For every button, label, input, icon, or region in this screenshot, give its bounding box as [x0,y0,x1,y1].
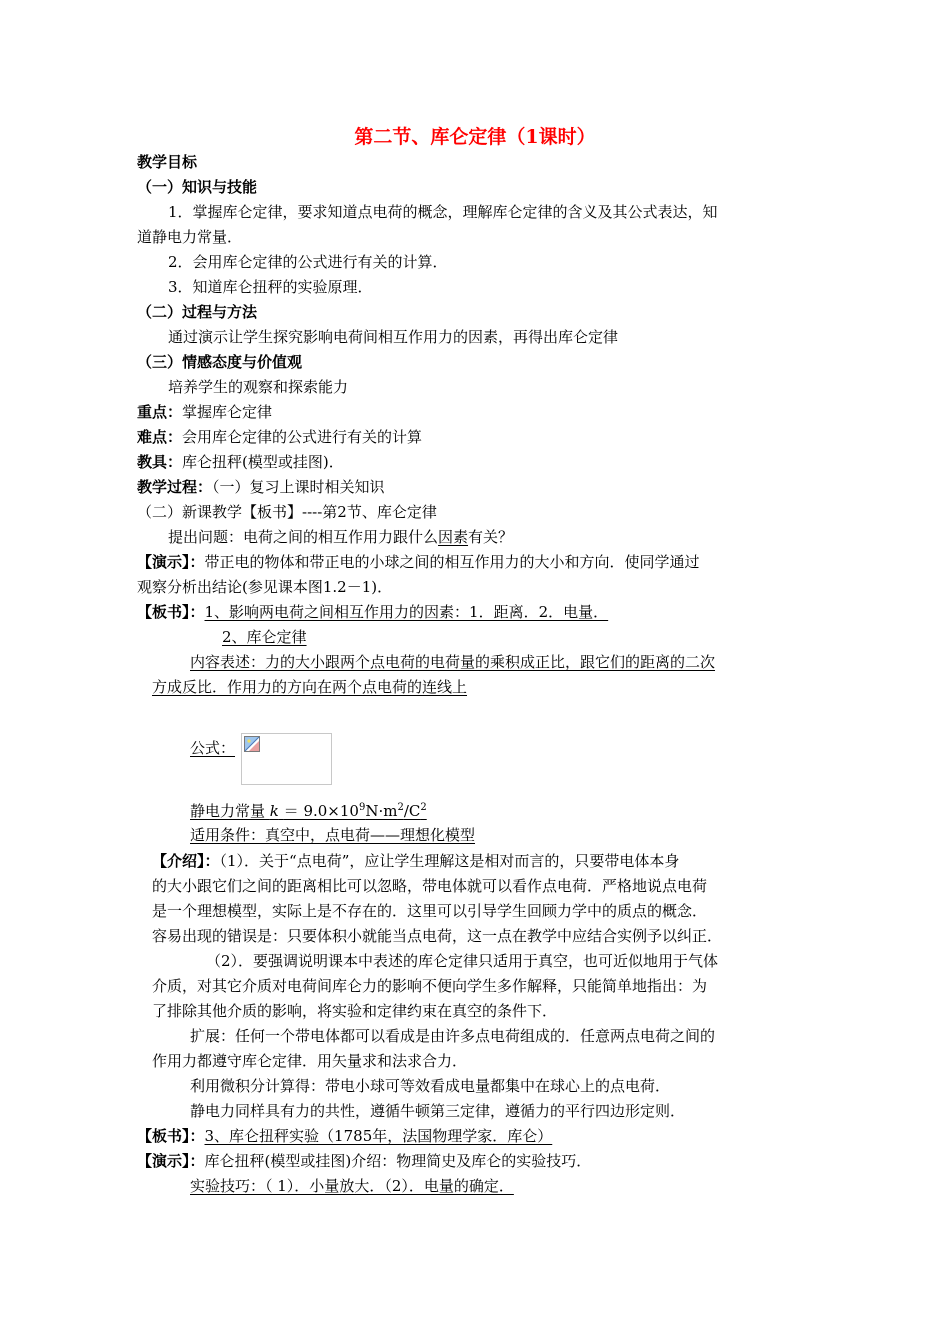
question-end: 有关？ [468,528,514,546]
tools-line [137,452,344,472]
board-subheading: 2、库仑定律 [222,628,307,646]
formula-image [241,733,332,785]
paragraph-line: 作用力都遵守库仑定律．用矢量求和法求合力． [152,1052,468,1070]
condition-line: 适用条件：真空中，点电荷——理想化模型 [190,826,476,844]
demo-text: 带正电的物体和带正电的小球之间的相互作用力的大小和方向．使同学通过 [204,553,700,571]
board-line [137,602,608,622]
intro-label: 【介绍】： [152,852,220,870]
difficulty-text: 会用库仑定律的公式进行有关的计算 [182,428,423,446]
paragraph-line: 静电力同样具有力的共性，遵循牛顿第三定律，遵循力的平行四边形定则． [190,1102,686,1120]
key-point-text: 掌握库仑定律 [182,403,273,421]
paragraph-line: 观察分析出结论(参见课本图1.2－1)． [137,578,393,596]
board-line [137,1126,552,1146]
process-line [137,477,385,497]
page-title: 第二节、库仑定律（1课时） [354,126,596,148]
formula-label: 公式： [190,739,236,757]
question-text: 提出问题：电荷之间的相互作用力跟什么 [168,528,439,546]
board-text: 3、库仑扭秤实验（1785年，法国物理学家．库仑） [204,1127,553,1145]
section-process-heading: （二）过程与方法 [137,303,258,321]
difficulty-line [137,427,422,447]
board-text: 1、影响两电荷之间相互作用力的因素：1．距离．2．电量． [204,603,609,621]
question-line [168,527,513,547]
key-point-line [137,402,272,422]
constant-line [190,801,427,821]
paragraph-line: 3．知道库仑扭秤的实验原理． [168,278,373,296]
process-label: 教学过程： [137,478,213,496]
paragraph-line: 扩展：任何一个带电体都可以看成是由许多点电荷组成的．任意两点电荷之间的 [190,1027,716,1045]
demo-label: 【演示】： [137,1152,205,1170]
key-point-label: 重点： [137,403,183,421]
demo-text: 库仑扭秤(模型或挂图)介绍：物理简史及库仑的实验技巧． [204,1152,592,1170]
paragraph-line: 1．掌握库仑定律，要求知道点电荷的概念，理解库仑定律的含义及其公式表达，知 [168,203,718,221]
board-label: 【板书】： [137,603,205,621]
exponent: 2 [397,802,404,813]
paragraph-line: 是一个理想模型，实际上是不存在的．这里可以引导学生回顾力学中的质点的概念． [152,902,708,920]
constant-value: ＝ 9.0×10 [283,802,359,820]
demo-line [137,552,700,572]
tools-label: 教具： [137,453,183,471]
content-line: 内容表述：力的大小跟两个点电荷的电荷量的乘积成正比，跟它们的距离的二次 [190,653,716,671]
demo-label: 【演示】： [137,553,205,571]
intro-text: （1）．关于“点电荷”，应让学生理解这是相对而言的，只要带电体本身 [219,852,680,870]
constant-unit: N·m [365,802,398,820]
paragraph-line: 介质，对其它介质对电荷间库仑力的影响不便向学生多作解释，只能简单地指出：为 [152,977,708,995]
paragraph-line: （2）．要强调说明课本中表述的库仑定律只适用于真空，也可近似地用于气体 [206,952,719,970]
intro-line [152,851,679,871]
paragraph-line: 培养学生的观察和探索能力 [168,378,349,396]
paragraph-line: 通过演示让学生探究影响电荷间相互作用力的因素，再得出库仑定律 [168,328,619,346]
question-underlined: 因素 [438,528,469,546]
section-knowledge-heading: （一）知识与技能 [137,178,258,196]
constant-symbol: k [269,802,279,820]
broken-image-icon [244,736,260,752]
paragraph-line: 2．会用库仑定律的公式进行有关的计算． [168,253,448,271]
exponent: 2 [420,802,427,813]
board-label: 【板书】： [137,1127,205,1145]
paragraph-line: 了排除其他介质的影响，将实验和定律约束在真空的条件下． [152,1002,558,1020]
paragraph-line: 道静电力常量． [137,228,243,246]
process-text: （一）复习上课时相关知识 [212,478,385,496]
demo-line [137,1151,591,1171]
section-attitude-heading: （三）情感态度与价值观 [137,353,303,371]
goals-heading: 教学目标 [137,153,198,171]
new-lesson-line: （二）新课教学【板书】----第2节、库仑定律 [137,503,437,521]
paragraph-line: 的大小跟它们之间的距离相比可以忽略，带电体就可以看作点电荷．严格地说点电荷 [152,877,708,895]
tools-text: 库仑扭秤(模型或挂图)． [182,453,344,471]
constant-unit: /C [403,802,421,820]
constant-label: 静电力常量 [190,802,266,820]
exponent: 9 [358,802,366,813]
paragraph-line: 容易出现的错误是：只要体积小就能当点电荷，这一点在教学中应结合实例予以纠正． [152,927,723,945]
difficulty-label: 难点： [137,428,183,446]
skills-line: 实验技巧：（ 1）．小量放大．（2）．电量的确定． [190,1177,514,1195]
paragraph-line: 利用微积分计算得：带电小球可等效看成电量都集中在球心上的点电荷． [190,1077,671,1095]
content-line: 方成反比．作用力的方向在两个点电荷的连线上 [152,678,468,696]
